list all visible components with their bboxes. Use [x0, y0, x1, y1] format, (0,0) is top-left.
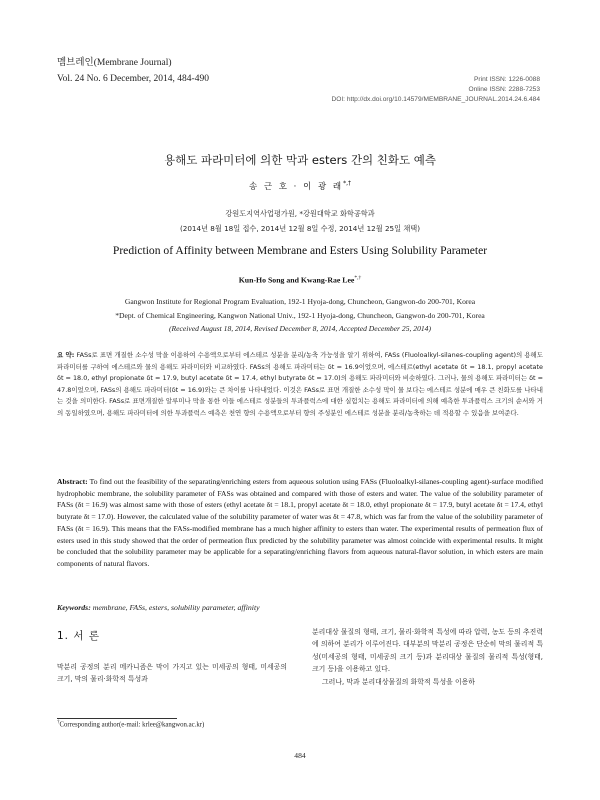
korean-dates: (2014년 8월 18일 접수, 2014년 12월 8일 수정, 2014년 12월 25일 채택) — [179, 224, 421, 233]
korean-author-mark: *,† — [343, 180, 352, 188]
footnote-rule — [57, 718, 177, 719]
english-authors — [0, 275, 600, 285]
korean-authors — [0, 180, 600, 192]
korean-author-names: 송 근 호 · 이 광 래 — [248, 182, 344, 192]
english-abstract-text: To find out the feasibility of the separating/enriching esters from aqueous solution using FASs (Fluoloalkyl-silanes-coupling agent)-surface modified hydrophobic membrane, the solubility parameter of FASs was obtained and compared with those of esters and water. The value of the solubility parameter of FASs (δt = 16.9) was almost same with those of esters (ethyl acetate δt = 18.1, propyl acetate δt = 18.0, ethyl propionate δt = 17.9, butyl acetate δt = 17.4, ethyl butyrate δt = 17.0). However, the calculated value of the solubility parameter of water was δt = 47.8, which was far from the value of the solubility parameter of FASs (δt = 16.9). This means that the FASs-modified membrane has a much higher affinity to esters than water. The experimental results of permeation flux of esters used in this study showed that the order of permeation flux predicted by the solubility parameter was almost coincide with experimental results. It might be concluded that the solubility parameter may be applicable for a separating/enriching flavors from aqueous natural-flavor solution, in which esters are main components of natural flavors. — [57, 477, 543, 568]
issn-block — [331, 75, 540, 105]
footnote-text: Corresponding author(e-mail: krlee@kangwon.ac.kr) — [59, 721, 205, 729]
korean-abstract — [57, 350, 543, 420]
footnote-mark: † — [57, 720, 60, 725]
section-heading: 1. 서 론 — [57, 630, 100, 642]
english-affiliation-2: *Dept. of Chemical Engineering, Kangwon National Univ., 192-1 Hyoja-dong, Chuncheon, Gangwon-do 200-701, Korea — [115, 310, 485, 320]
english-abstract-label: Abstract: — [57, 477, 88, 486]
journal-header — [57, 55, 209, 87]
english-abstract — [57, 476, 543, 570]
keywords-label: Keywords: — [57, 603, 91, 612]
keywords-text: membrane, FASs, esters, solubility parameter, affinity — [92, 603, 260, 612]
korean-abstract-text: FASs로 표면 개질한 소수성 막을 이용하여 수용액으로부터 에스테르 성분을 분리/농축 가능성을 알기 위하여, FASs (Fluoloalkyl-silanes-coupling agent)의 용해도 파라미터를 구하여 에스테르와 물의 용해도 파라미터와 비교하였다. FASs의 용해도 파라미터는 δt = 16.9이었으며, 에스테르(ethyl acetate δt = 18.1, propyl acetate δt = 18.0, ethyl propionate δt = 17.9, butyl acetate δt = 17.4, ethyl butyrate δt = 17.0)의 용해도 파라미터와 비슷하였다. 그러나, 물의 용해도 파라미터는 δt = 47.8이었으며, FASs의 용해도 파라미터(δt = 16.9)와는 큰 차이를 나타내었다. 이것은 FASs로 표면 개질한 소수성 막이 물 보다는 에스테르 성분에 매우 큰 친화도를 나타내는 것을 의미한다. FASs로 표면개질한 알루미나 막을 통한 이들 에스테르 성분들의 투과플럭스에 대한 실험치는 용해도 파라미터에 의해 예측한 투과플럭스 크기의 순서와 거의 동일하였으며, 용해도 파라미터에 의한 투과플럭스 예측은 천연 향의 수용액으로부터 향의 주성분인 에스테르 성분을 분리/농축하는 데 적용할 수 있음을 보여준다. — [57, 351, 543, 417]
online-issn: Online ISSN: 2288-7253 — [468, 86, 540, 93]
page-number: 484 — [294, 751, 306, 760]
korean-title: 용해도 파라미터에 의한 막과 esters 간의 친화도 예측 — [163, 153, 437, 167]
korean-affiliation: 강원도지역사업평가원, *강원대학교 화학공학과 — [225, 209, 375, 218]
journal-volume: Vol. 24 No. 6 December, 2014, 484-490 — [57, 74, 209, 84]
korean-affiliation-block — [0, 206, 600, 236]
english-affiliation-1: Gangwon Institute for Regional Program Evaluation, 192-1 Hyoja-dong, Chuncheon, Gangwon-do 200-701, Korea — [124, 297, 476, 306]
print-issn: Print ISSN: 1226-0088 — [474, 76, 540, 83]
english-author-mark: *,† — [354, 275, 362, 281]
footnote — [57, 720, 204, 728]
english-affiliation-block — [62, 295, 538, 336]
body-left-column: 막분리 공정의 분리 메카니즘은 막이 가지고 있는 미세공의 형태, 미세공의 크기, 막의 물리·화학적 특성과 — [57, 663, 287, 684]
journal-name: 멤브레인(Membrane Journal) — [57, 58, 172, 68]
doi-link[interactable]: DOI: http://dx.doi.org/10.14579/MEMBRANE_JOURNAL.2014.24.6.484 — [331, 96, 540, 103]
korean-abstract-label: 요 약: — [57, 351, 75, 359]
english-dates: (Received August 18, 2014, Revised December 8, 2014, Accepted December 25, 2014) — [168, 324, 432, 333]
english-title: Prediction of Affinity between Membrane and Esters Using Solubility Parameter — [112, 244, 488, 257]
right-column-paragraph-1: 분리대상 물질의 형태, 크기, 물리·화학적 특성에 따라 압력, 농도 등의 추진력에 의하여 분리가 이루어진다. 대부분의 막분리 공정은 단순히 막의 물리적 특성(미세공의 형태, 미세공의 크기 등)과 분리대상 물질의 물리적 특성(형태, 크기 등)을 이용하고 있다. — [312, 628, 543, 674]
body-right-column — [312, 626, 543, 688]
keywords — [57, 603, 543, 612]
english-author-names: Kun-Ho Song and Kwang-Rae Lee — [238, 275, 355, 285]
right-column-paragraph-2: 그러나, 막과 분리대상물질의 화학적 특성을 이용하 — [322, 677, 475, 686]
